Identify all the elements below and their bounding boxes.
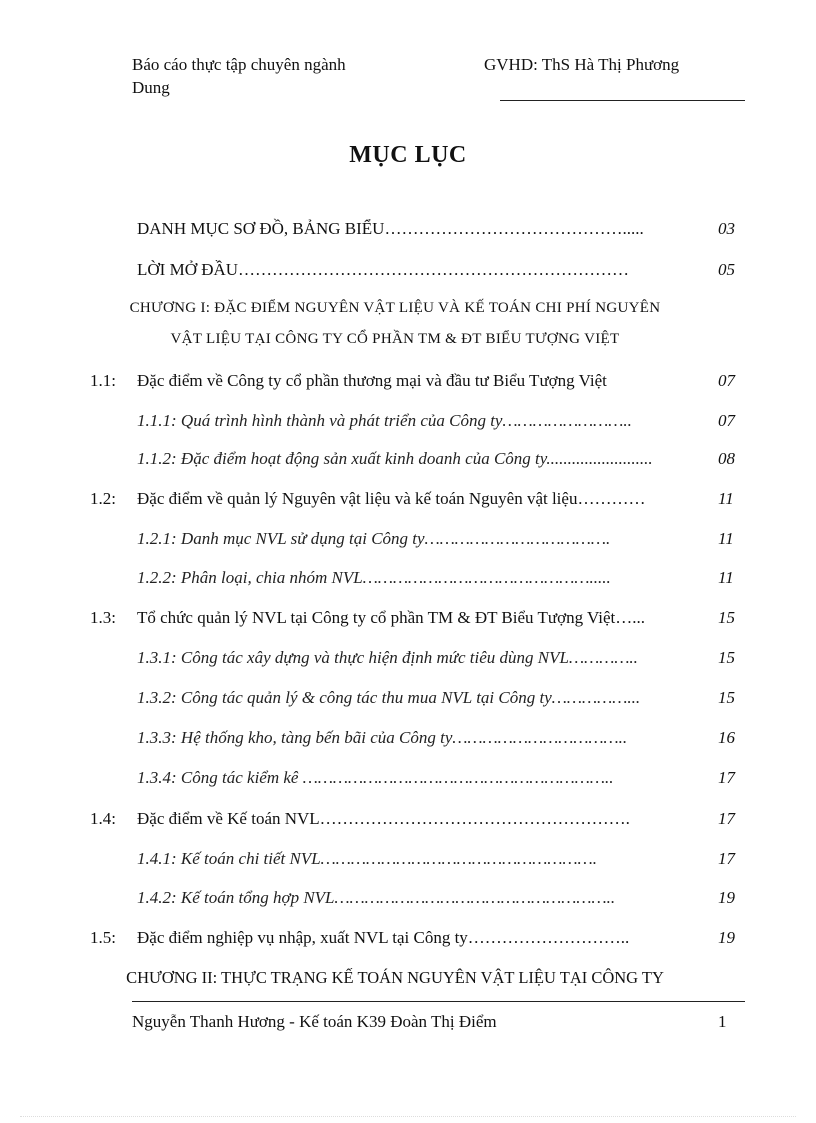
footer-page-number: 1 [718,1012,727,1031]
toc-label: 1.3.1: Công tác xây dựng và thực hiện định mức tiêu dùng NVL………….. [137,648,638,667]
toc-page-number: 11 [718,529,734,548]
chapter-1-heading-line-2: VẬT LIỆU TẠI CÔNG TY CỔ PHẦN TM & ĐT BIỂU TƯỢNG VIỆT [170,331,620,347]
chapter-1-heading-line-1: CHƯƠNG I: ĐẶC ĐIỂM NGUYÊN VẬT LIỆU VÀ KẾ TOÁN CHI PHÍ NGUYÊN [129,300,661,316]
toc-row-subsection [0,765,816,791]
toc-section-number: 1.1: [90,371,116,390]
toc-page-number: 15 [718,608,735,627]
footer-rule [132,1001,745,1002]
header-rule [500,100,745,101]
toc-row-subsection [0,565,816,591]
toc-label: 1.2.1: Danh mục NVL sử dụng tại Công ty………………………………. [137,529,611,548]
toc-label: 1.4.1: Kế toán chi tiết NVL………………………………………………. [137,849,598,868]
toc-row-section [0,806,816,832]
toc-row-subsection [0,725,816,751]
toc-page-number: 15 [718,648,735,667]
toc-section-number: 1.5: [90,928,116,947]
chapter-2-heading: CHƯƠNG II: THỰC TRẠNG KẾ TOÁN NGUYÊN VẬT LIỆU TẠI CÔNG TY [126,968,664,987]
toc-page-number: 17 [718,809,735,828]
toc-row-intro [0,257,816,283]
toc-row-subsection [0,645,816,671]
footer-author: Nguyễn Thanh Hương - Kế toán K39 Đoàn Thị Điểm [132,1012,497,1031]
toc-row-subsection [0,885,816,911]
toc-label: 1.2.2: Phân loại, chia nhóm NVL………………………………………..... [137,568,611,587]
toc-row-subsection [0,408,816,434]
toc-label: 1.3.4: Công tác kiểm kê …………………………………………………….. [137,768,614,787]
toc-row-subsection [0,446,816,472]
toc-section-number: 1.4: [90,809,116,828]
toc-section-number: 1.2: [90,489,116,508]
toc-page-number: 17 [718,849,735,868]
toc-page-number: 17 [718,768,735,787]
header-supervisor: GVHD: ThS Hà Thị Phương [484,55,680,74]
toc-page-number: 11 [718,568,734,587]
toc-page-number: 15 [718,688,735,707]
toc-label: 1.3.3: Hệ thống kho, tàng bến bãi của Công ty…………………………….. [137,728,628,747]
toc-row-intro [0,216,816,242]
toc-row-section [0,605,816,631]
toc-page-number: 05 [718,260,735,279]
toc-section-number: 1.3: [90,608,116,627]
toc-label: Đặc điểm về Công ty cổ phần thương mại và đầu tư Biểu Tượng Việt [137,371,607,390]
toc-row-section [0,368,816,394]
toc-label: Đặc điểm về Kế toán NVL………………………………………………. [137,809,630,828]
toc-page-number: 19 [718,928,735,947]
toc-page-number: 08 [718,449,735,468]
toc-label: 1.4.2: Kế toán tổng hợp NVL……………………………………………….. [137,888,616,907]
header-report-title: Báo cáo thực tập chuyên ngành Dung [132,55,346,97]
toc-row-subsection [0,685,816,711]
toc-label: Đặc điểm về quản lý Nguyên vật liệu và kế toán Nguyên vật liệu………… [137,489,646,508]
toc-label: DANH MỤC SƠ ĐỒ, BẢNG BIỂU……………………………………..... [137,219,644,238]
toc-label: 1.1.2: Đặc điểm hoạt động sản xuất kinh doanh của Công ty......................... [137,449,653,468]
toc-row-section [0,925,816,951]
toc-label: Tổ chức quản lý NVL tại Công ty cổ phần TM & ĐT Biểu Tượng Việt…... [137,608,646,627]
toc-page-number: 16 [718,728,735,747]
toc-label: 1.3.2: Công tác quản lý & công tác thu mua NVL tại Công ty……………... [137,688,641,707]
toc-page-number: 07 [718,411,735,430]
toc-page-number: 07 [718,371,735,390]
toc-row-subsection [0,846,816,872]
toc-page-number: 03 [718,219,735,238]
toc-label: Đặc điểm nghiệp vụ nhập, xuất NVL tại Công ty……………………….. [137,928,630,947]
toc-row-subsection [0,526,816,552]
page-title: MỤC LỤC [349,142,467,168]
toc-row-section [0,486,816,512]
toc-label: LỜI MỞ ĐẦU…………………………………………………………… [137,260,630,279]
toc-label: 1.1.1: Quá trình hình thành và phát triển của Công ty…………………….. [137,411,632,430]
toc-page-number: 11 [718,489,734,508]
toc-page-number: 19 [718,888,735,907]
page-bottom-edge [20,1116,796,1117]
